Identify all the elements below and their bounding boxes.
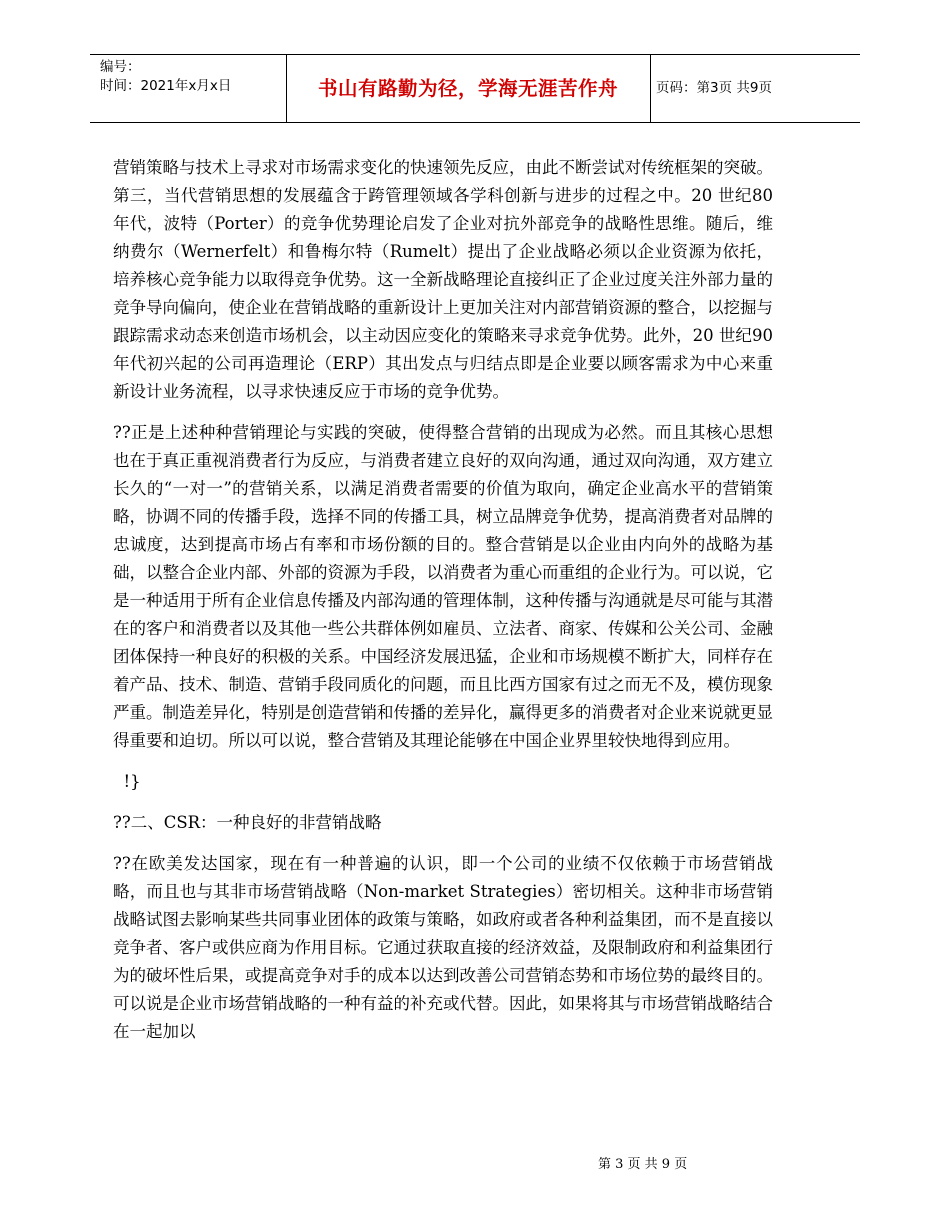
- paragraph: 营销策略与技术上寻求对市场需求变化的快速领先反应，由此不断尝试对传统框架的突破。第三，当代营销思想的发展蕴含于跨管理领域各学科创新与进步的过程之中。20 世纪80 年代，波特（Porter）的竞争优势理论启发了企业对抗外部竞争的战略性思维。随后，维纳费尔（Wernerfelt）和鲁梅尔特（Rumelt）提出了企业战略必须以企业资源为依托，培养核心竞争能力以取得竞争优势。这一全新战略理论直接纠正了企业过度关注外部力量的竞争导向偏向，使企业在营销战略的重新设计上更加关注对内部营销资源的整合，以挖掘与跟踪需求动态来创造市场机会，以主动因应变化的策略来寻求竞争优势。此外，20 世纪90 年代初兴起的公司再造理论（ERP）其出发点与归结点即是企业要以顾客需求为中心来重新设计业务流程，以寻求快速反应于市场的竞争优势。: [113, 158, 779, 401]
- page-footer: 第 3 页 共 9 页: [598, 1157, 688, 1172]
- header-page-label: 页码：第3页 共9页: [656, 80, 772, 96]
- header-meta: [100, 58, 231, 96]
- number-label: 编号：: [100, 59, 141, 75]
- document-body: [113, 154, 779, 1059]
- page-header: [90, 54, 860, 123]
- paragraph: ??在欧美发达国家，现在有一种普遍的认识，即一个公司的业绩不仅依赖于市场营销战略，而且也与其非市场营销战略（Non-market Strategies）密切相关。这种非市场营销战略试图去影响某些共同事业团体的政策与策略，如政府或者各种利益集团，而不是直接以竞争者、客户或供应商为作用目标。它通过获取直接的经济效益，及限制政府和利益集团行为的破坏性后果，或提高竞争对手的成本以达到改善公司营销态势和市场位势的最终目的。可以说是企业市场营销战略的一种有益的补充或代替。因此，如果将其与市场营销战略结合在一起加以: [113, 854, 773, 1041]
- header-motto: 书山有路勤为径，学海无涯苦作舟: [317, 77, 618, 100]
- paragraph: ??正是上述种种营销理论与实践的突破，使得整合营销的出现成为必然。而且其核心思想也在于真正重视消费者行为反应，与消费者建立良好的双向沟通，通过双向沟通，双方建立长久的“一对一”的营销关系，以满足消费者需要的价值为取向，确定企业高水平的营销策略，协调不同的传播手段，选择不同的传播工具，树立品牌竞争优势，提高消费者对品牌的忠诚度，达到提高市场占有率和市场份额的目的。整合营销是以企业由内向外的战略为基础，以整合企业内部、外部的资源为手段，以消费者为重心而重组的企业行为。可以说，它是一种适用于所有企业信息传播及内部沟通的管理体制，这种传播与沟通就是尽可能与其潜在的客户和消费者以及其他一些公共群体例如雇员、立法者、商家、传媒和公关公司、金融团体保持一种良好的积极的关系。中国经济发展迅猛，企业和市场规模不断扩大，同样存在着产品、技术、制造、营销手段同质化的问题，而且比西方国家有过之而无不及，模仿现象严重。制造差异化，特别是创造营销和传播的差异化，赢得更多的消费者对企业来说就更显得重要和迫切。所以可以说，整合营销及其理论能够在中国企业界里较快地得到应用。: [113, 423, 773, 750]
- header-divider: [650, 55, 651, 122]
- time-label: 时间：2021年x月x日: [100, 78, 232, 94]
- section-heading: ??二、CSR：一种良好的非营销战略: [113, 813, 382, 832]
- paragraph: !}: [113, 772, 141, 791]
